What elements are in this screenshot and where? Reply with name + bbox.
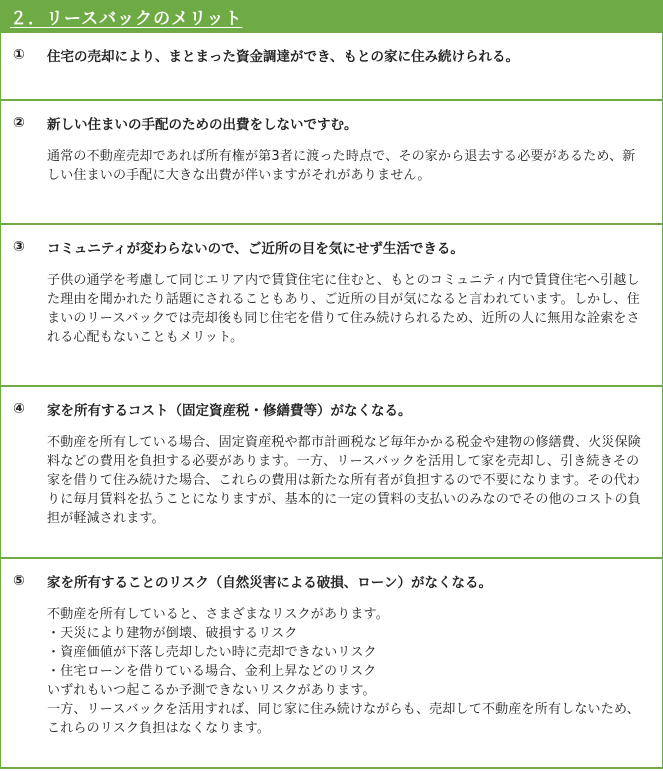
merit-body: [47, 605, 648, 738]
merit-closing: 一方、リースバックを活用すれば、同じ家に住み続けながらも、売却して不動産を所有しないため、これらのリスク負担はなくなります。: [47, 702, 640, 736]
risk-list-item: ・ 住宅ローンを借りている場合、金利上昇などのリスク: [47, 662, 648, 681]
merit-number: ③: [13, 239, 25, 255]
merit-heading: 家を所有することのリスク（自然災害による破損、ローン）がなくなる。: [47, 575, 492, 591]
section-header: [0, 0, 663, 33]
merit-item-1: [1, 33, 662, 101]
merit-number: ⑤: [13, 573, 25, 589]
risk-list: [47, 624, 648, 681]
merit-item-4: [1, 387, 662, 559]
merits-table: [0, 33, 663, 769]
merit-heading-row: [13, 387, 648, 419]
merit-heading: 新しい住まいの手配のための出費をしないですむ。: [47, 117, 358, 133]
section-title: ２．リースバックのメリット: [10, 9, 243, 29]
merit-heading-row: [13, 101, 648, 133]
merit-heading: コミュニティが変わらないので、ご近所の目を気にせず生活できる。: [47, 241, 464, 257]
merit-number: ①: [13, 47, 25, 63]
merit-number: ④: [13, 401, 25, 417]
merit-body: [47, 271, 648, 347]
merit-number: ②: [13, 115, 25, 131]
merit-body: [47, 433, 648, 528]
merit-item-5: [1, 559, 662, 769]
merit-heading-row: [13, 225, 648, 257]
merit-line-after: いずれもいつ起こるか予測できないリスクがあります。: [47, 683, 376, 698]
merit-body-text: 不動産を所有している場合、固定資産税や都市計画税など毎年かかる税金や建物の修繕費、火災保険料などの費用を負担する必要があります。一方、リースバックを活用して家を売却し、引き続きその家を借りて住み続けた場合、これらの費用は新たな所有者が負担するので不要になります。その代わりに毎月賃料を払うことになりますが、基本的に一定の賃料の支払いのみなのでその他のコストの負担が軽減されます。: [47, 435, 642, 526]
merit-item-3: [1, 225, 662, 387]
merit-item-2: [1, 101, 662, 225]
merit-body-text: 子供の通学を考慮して同じエリア内で賃貸住宅に住むと、もとのコミュニティ内で賃貸住宅へ引越した理由を聞かれたり話題にされることもあり、ご近所の目が気になると言われています。しかし、住まいのリースバックでは売却後も同じ住宅を借りて住み続けられるため、近所の人に無用な詮索をされる心配もないこともメリット。: [47, 273, 640, 345]
merit-heading: 住宅の売却により、まとまった資金調達ができ、もとの家に住み続けられる。: [47, 49, 519, 65]
merit-intro: 不動産を所有していると、さまざまなリスクがあります。: [47, 607, 389, 622]
merit-body-text: 通常の不動産売却であれば所有権が第3者に渡った時点で、その家から退去する必要があるため、新しい住まいの手配に大きな出費が伴いますがそれがありません。: [47, 149, 636, 183]
risk-list-item: ・ 資産価値が下落し売却したい時に売却できないリスク: [47, 643, 648, 662]
merit-body: [47, 147, 648, 185]
risk-list-item: ・ 天災により建物が倒壊、破損するリスク: [47, 624, 648, 643]
merit-heading: 家を所有するコスト（固定資産税・修繕費等）がなくなる。: [47, 403, 412, 419]
merit-heading-row: [13, 33, 648, 65]
merit-heading-row: [13, 559, 648, 591]
